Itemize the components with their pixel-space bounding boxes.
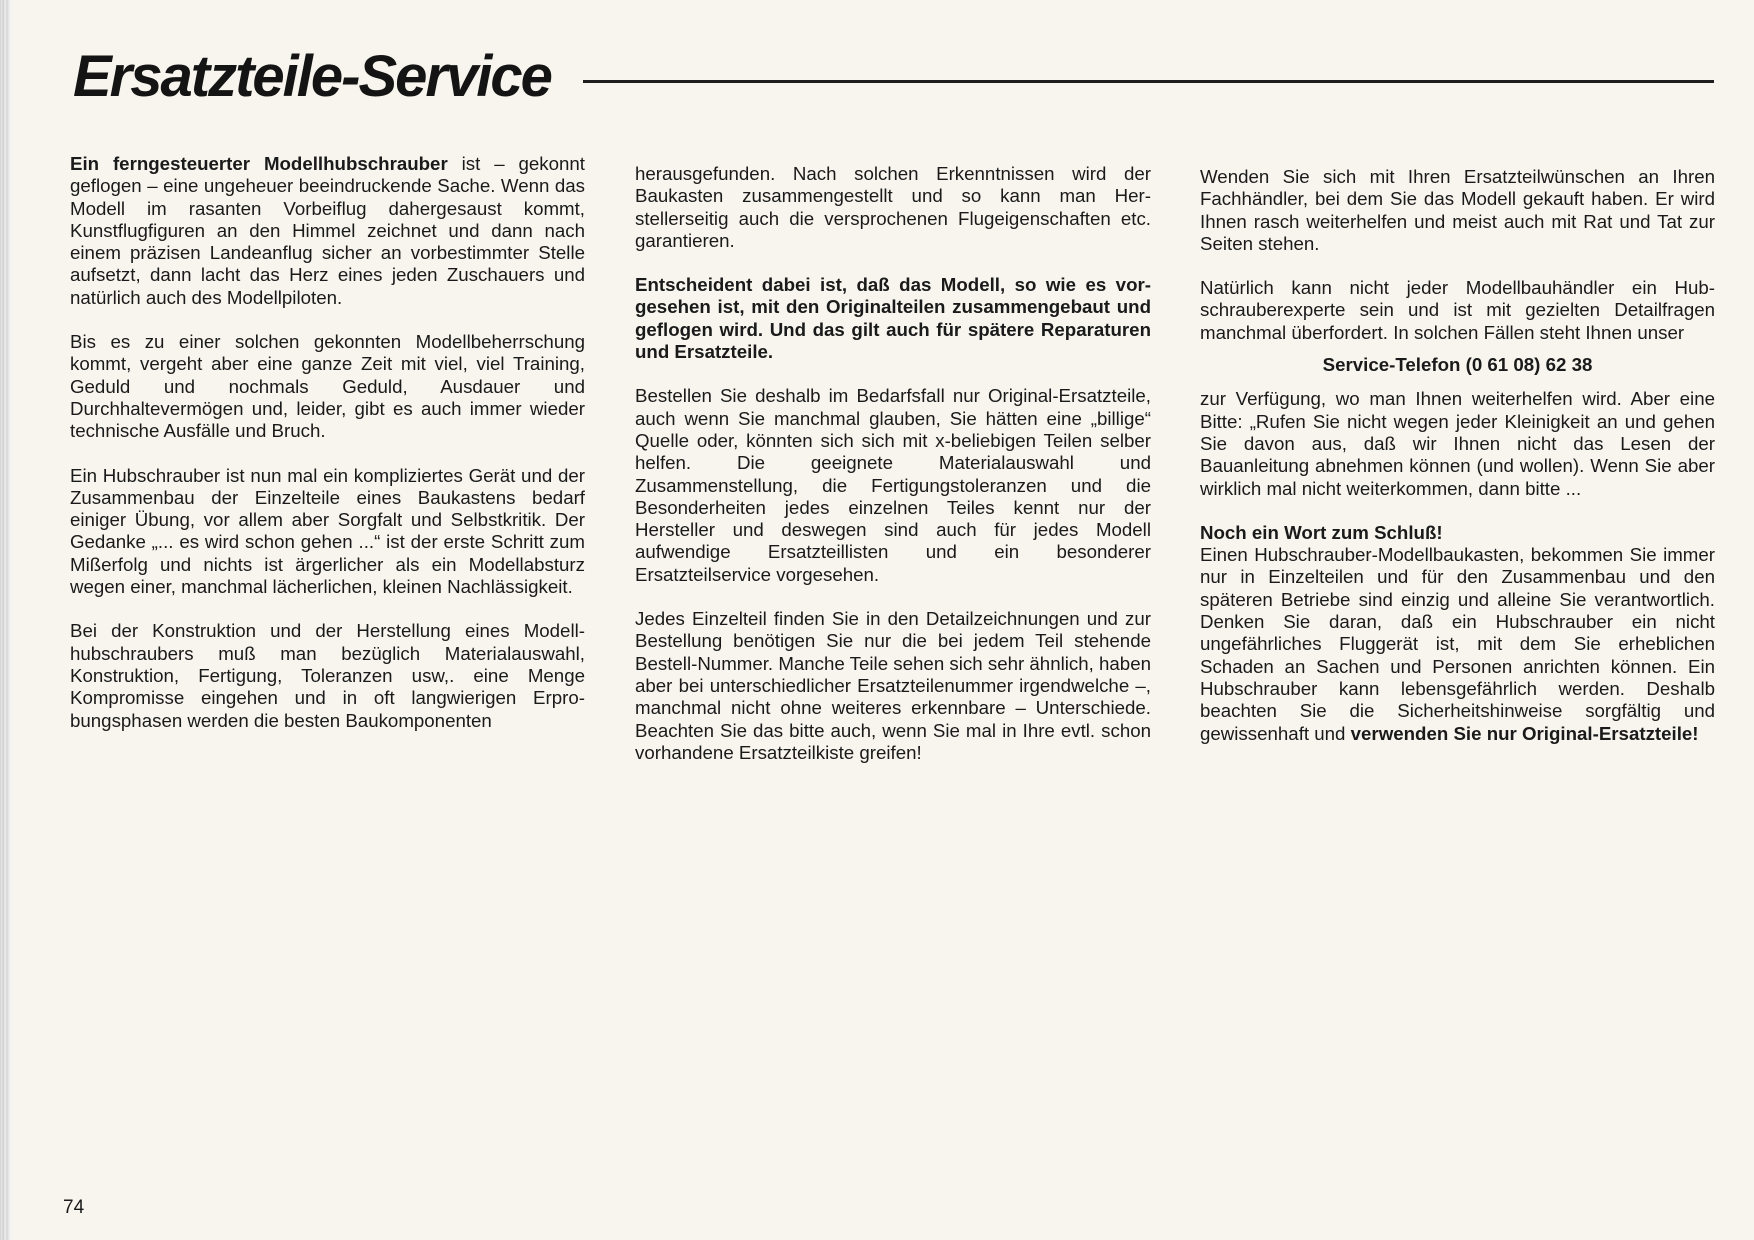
paragraph-text: ist – gekonnt geflogen – eine ungeheuer beeindruckende Sache. Wenn das Modell im rasanten Vorbeiflug dahergesaust kommt, Kunstflugfiguren an den Himmel zeichnet und dann nach einem präzisen Landeanflug sicher an vorbestimmter Stelle aufsetzt, dann lacht das Herz eines jeden Zuschauers und natürlich auch des Modellpiloten. [70,153,585,308]
bold-lead: Ein ferngesteuerter Modellhubschrauber [70,153,448,174]
page-binding-edge [0,0,14,1240]
paragraph: Natürlich kann nicht jeder Modellbauhändler ein Hubschrauberexperte sein und ist mit gezielten Detailfragen manchmal überfordert. In solchen Fällen steht Ihnen unser [1200,277,1715,343]
text-column-3 [1200,166,1715,767]
heading-text: Noch ein Wort zum Schluß! [1200,521,1443,543]
closing-heading [1200,522,1715,544]
bold-text: Entscheident dabei ist, daß das Modell, so wie es vorgesehen ist, mit den Originalteilen zusammengebaut und geflogen wird. Und das gilt auch für spätere Reparaturen und Ersatzteile. [635,274,1151,363]
paragraph: zur Verfügung, wo man Ihnen weiterhelfen wird. Aber eine Bitte: „Rufen Sie nicht wegen jeder Kleinigkeit an und gehen Sie davon aus, daß wir Ihnen nicht das Lesen der Bauanleitung abnehmen können (und wollen). Wenn Sie aber wirklich mal nicht weiterkommen, dann bitte ... [1200,388,1715,499]
paragraph: Bei der Konstruktion und der Herstellung eines Modellhubschraubers muß man bezüglich Materialauswahl, Konstruktion, Fertigung, Toleranzen usw,. eine Menge Kompromisse eingehen und in oft langwierigen Erprobungsphasen werden die besten Baukomponenten [70,620,585,731]
paragraph [70,153,585,309]
service-phone: Service-Telefon (0 61 08) 62 38 [1322,354,1593,376]
paragraph: Jedes Einzelteil finden Sie in den Detailzeichnungen und zur Bestellung benötigen Sie nur die bei jedem Teil stehende Bestell-Nummer. Manche Teile sehen sich sehr ähnlich, haben aber bei unterschiedlicher Ersatzteilenummer irgendwelche –, manchmal nicht ohne weiteres erkennbare – Unterschiede. Beachten Sie das bitte auch, wenn Sie mal in Ihre evtl. schon vorhandene Ersatzteilkiste greifen! [635,608,1151,763]
paragraph: Ein Hubschrauber ist nun mal ein kompliziertes Gerät und der Zusammenbau der Einzelteile eines Baukastens bedarf einiger Übung, vor allem aber Sorgfalt und Selbstkritik. Der Gedanke „... es wird schon gehen ...“ ist der erste Schritt zum Mißerfolg und nichts ist ärgerlicher als ein Modellabsturz wegen einer, manchmal lächerlichen, kleinen Nachlässigkeit. [70,464,585,598]
bold-closing: verwenden Sie nur Original-Ersatzteile! [1350,722,1699,744]
page-number: 74 [63,1197,85,1218]
title-rule [583,80,1714,83]
paragraph-bold [635,274,1151,363]
paragraph: herausgefunden. Nach solchen Erkenntnissen wird der Baukasten zusammengestellt und so kann man Herstellerseitig auch die versprochenen Flugeigenschaften etc. garantieren. [635,163,1151,251]
paragraph: Bis es zu einer solchen gekonnten Modellbeherrschung kommt, vergeht aber eine ganze Zeit mit viel, viel Training, Geduld und nochmals Geduld, Ausdauer und Durchhaltevermögen und, leider, gibt es auch immer wieder technische Ausfälle und Bruch. [70,331,585,442]
paragraph-text: Einen Hubschrauber-Modellbaukasten, bekommen Sie immer nur in Einzelteilen und für den Zusammenbau und den späteren Betriebe sind einzig und alleine Sie verantwortlich. Denken Sie daran, daß ein Hubschrauber ein nicht ungefährliches Fluggerät ist, mit dem Sie erheblichen Schaden an Sachen und Personen anrichten können. Ein Hubschrauber kann lebensgefährlich werden. Deshalb beachten Sie die Sicherheitshinweise sorgfältig und gewissenhaft und [1200,544,1715,744]
paragraph: Bestellen Sie deshalb im Bedarfsfall nur Original-Ersatzteile, auch wenn Sie manchmal glauben, Sie hätten eine „billige“ Quelle oder, könnten sich sich mit x-beliebigen Teilen selber helfen. Die geeignete Materialauswahl und Zusammenstellung, die Fertigungstoleranzen und die Besonderheiten jedes einzelnen Teiles kennt nur der Hersteller und deswegen sind auch für jedes Modell aufwendige Ersatzteillisten und ein besonderer Ersatzteilservice vorgesehen. [635,385,1151,585]
paragraph: Wenden Sie sich mit Ihren Ersatzteilwünschen an Ihren Fachhändler, bei dem Sie das Modell gekauft haben. Er wird Ihnen rasch weiterhelfen und meist auch mit Rat und Tat zur Seiten stehen. [1200,166,1715,254]
paragraph [1200,544,1715,745]
page-title: Ersatzteile-Service [73,44,551,109]
text-column-2 [635,163,1151,786]
text-column-1 [70,153,585,754]
